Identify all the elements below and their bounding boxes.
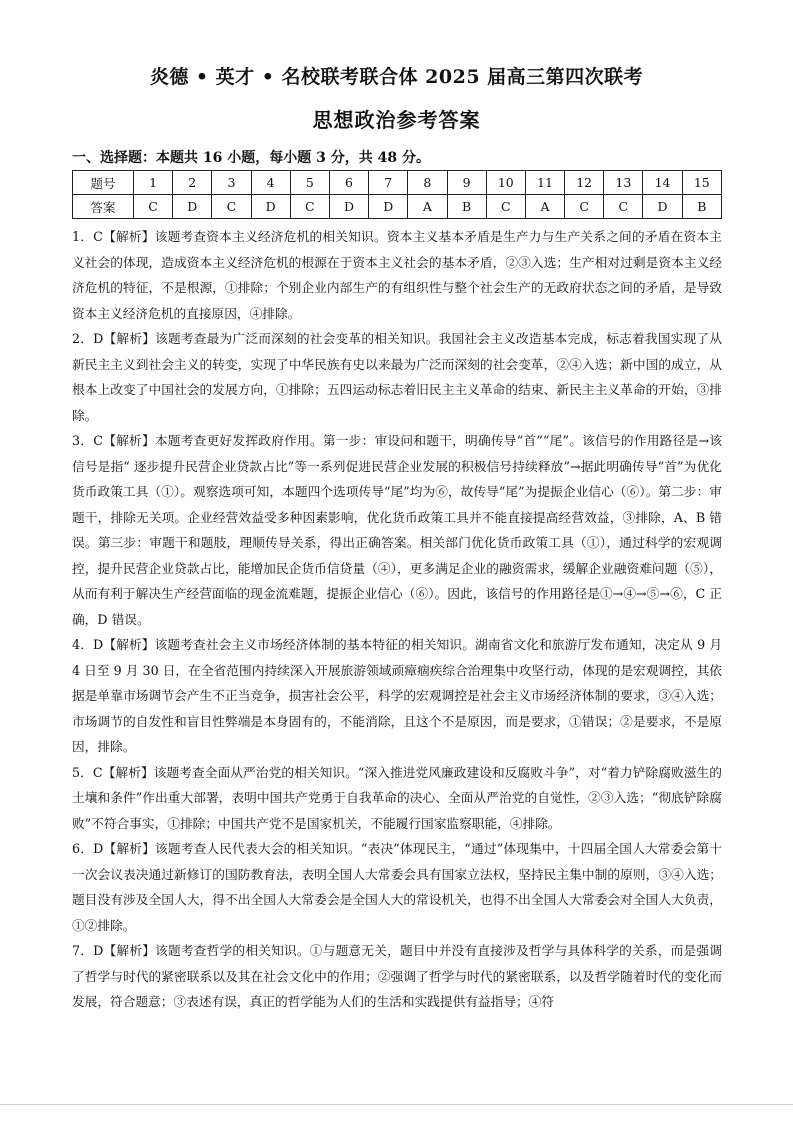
row-label-question: 题号: [73, 171, 134, 195]
question-number: 15: [682, 171, 721, 195]
page-subtitle: 思想政治参考答案: [312, 108, 481, 132]
question-number: 1: [134, 171, 173, 195]
question-number: 13: [604, 171, 643, 195]
explanation-number: 3．C: [72, 433, 103, 448]
explanation-text: 【解析】该题考查全面从严治党的相关知识。“深入推进党风廉政建设和反腐败斗争”，对“着力铲除腐败滋生的土壤和条件”作出重大部署，表明中国共产党勇于自我革命的决心、全面从严治党的自觉性，②③入选；“彻底铲除腐败”不符合事实，①排除；中国共产党不是国家机关，不能履行国家监察职能，④排除。: [72, 764, 722, 831]
question-number: 11: [525, 171, 564, 195]
explanation-item: [72, 224, 722, 326]
question-number: 2: [173, 171, 212, 195]
explanation-item: [72, 836, 722, 938]
answer-cell: D: [173, 195, 212, 219]
question-number: 12: [565, 171, 604, 195]
answer-cell: C: [212, 195, 251, 219]
question-number: 9: [447, 171, 486, 195]
answer-cell: C: [486, 195, 525, 219]
question-number: 14: [643, 171, 682, 195]
explanations: [72, 224, 722, 1015]
answer-cell: D: [643, 195, 682, 219]
explanation-text: 【解析】本题考查更好发挥政府作用。第一步：审设问和题干，明确传导“首”“尾”。该信号的作用路径是→该信号是指“ 逐步提升民营企业贷款占比”等一系列促进民营企业发展的积极信号持续释放”→据此明确传导“首”为优化货币政策工具（①）。观察选项可知，本题四个选项传导“尾”均为⑥，故传导“尾”为提振企业信心（⑥）。第二步：审题干，排除无关项。企业经营效益受多种因素影响，优化货币政策工具并不能直接提高经营效益，③排除，A、B 错误。第三步：审题干和题肢，理顺传导关系，得出正确答案。相关部门优化货币政策工具（①），通过科学的宏观调控，提升民营企业贷款占比，能增加民企货币信贷量（④），更多满足企业的融资需求，缓解企业融资难问题（⑤），从而有利于解决生产经营面临的现金流难题，提振企业信心（⑥）。因此，该信号的作用路径是①→④→⑤→⑥，C 正确，D 错误。: [72, 433, 723, 627]
answer-cell: C: [565, 195, 604, 219]
explanation-number: 2．D: [72, 331, 104, 346]
explanation-text: 【解析】该题考查资本主义经济危机的相关知识。资本主义基本矛盾是生产力与生产关系之间的矛盾在资本主义社会的体现，造成资本主义经济危机的根源在于资本主义社会的基本矛盾，②③入选；生产相对过剩是资本主义经济危机的特征，不是根源，①排除；个别企业内部生产的有组织性与整个社会生产的无政府状态之间的矛盾，是导致资本主义经济危机的直接原因，④排除。: [72, 229, 722, 321]
explanation-text: 【解析】该题考查最为广泛而深刻的社会变革的相关知识。我国社会主义改造基本完成，标志着我国实现了从新民主主义到社会主义的转变，实现了中华民族有史以来最为广泛而深刻的社会变革，②④入选；新中国的成立，从根本上改变了中国社会的发展方向，①排除；五四运动标志着旧民主主义革命的结束、新民主主义革命的开始，③排除。: [72, 331, 723, 423]
answer-cell: A: [408, 195, 447, 219]
explanation-number: 5．C: [72, 764, 103, 780]
explanation-item: [72, 938, 722, 1015]
explanation-number: 7．D: [72, 943, 104, 958]
explanation-number: 1．C: [72, 229, 103, 244]
explanation-text: 【解析】该题考查人民代表大会的相关知识。“表决”体现民主，“通过”体现集中，十四届全国人大常委会第十一次会议表决通过新修订的国防教育法，表明全国人大常委会具有国家立法权，坚持民主集中制的原则，③④入选；题目没有涉及全国人大，得不出全国人大常委会是全国人大的常设机关，也得不出全国人大常委会对全国人大负责，①②排除。: [72, 841, 722, 933]
question-number: 3: [212, 171, 251, 195]
explanation-item: [72, 326, 722, 428]
explanation-text: 【解析】该题考查哲学的相关知识。①与题意无关，题目中并没有直接涉及哲学与具体科学的关系，而是强调了哲学与时代的紧密联系以及其在社会文化中的作用；②强调了哲学与时代的紧密联系，以及哲学随着时代的变化而发展，符合题意；③表述有误，真正的哲学能为人们的生活和实践提供有益指导；④符: [72, 943, 723, 1009]
question-number: 10: [486, 171, 525, 195]
answer-cell: D: [251, 195, 290, 219]
answer-cell: C: [134, 195, 173, 219]
question-number: 7: [369, 171, 408, 195]
answer-cell: D: [369, 195, 408, 219]
answer-table-number-row: [73, 171, 722, 195]
answer-table: [72, 170, 722, 219]
footer-divider: [0, 1104, 793, 1105]
explanation-item: [72, 760, 722, 837]
answer-cell: C: [290, 195, 329, 219]
page-title: 炎德 • 英才 • 名校联考联合体 2025 届高三第四次联考: [149, 66, 644, 88]
explanation-number: 6．D: [72, 841, 104, 856]
explanation-text: 【解析】该题考查社会主义市场经济体制的基本特征的相关知识。湖南省文化和旅游厅发布通知，决定从 9 月 4 日至 9 月 30 日，在全省范围内持续深入开展旅游领域顽瘴痼疾综合治理集中攻坚行动，体现的是宏观调控，其依据是单靠市场调节会产生不正当竞争，损害社会公平，科学的宏观调控是社会主义市场经济体制的要求，③④入选；市场调节的自发性和盲目性弊端是本身固有的，不能消除，且这个不是原因，而是要求，①错误；②是要求，不是原因，排除。: [72, 637, 723, 754]
question-number: 6: [329, 171, 368, 195]
row-label-answer: 答案: [73, 195, 134, 219]
explanation-number: 4．D: [72, 637, 104, 652]
question-number: 5: [290, 171, 329, 195]
answer-cell: C: [604, 195, 643, 219]
answer-cell: D: [329, 195, 368, 219]
answer-table-answer-row: [73, 195, 722, 219]
question-number: 8: [408, 171, 447, 195]
question-number: 4: [251, 171, 290, 195]
explanation-item: [72, 428, 722, 632]
explanation-item: [72, 632, 722, 760]
answer-cell: A: [525, 195, 564, 219]
answer-cell: B: [447, 195, 486, 219]
answer-cell: B: [682, 195, 721, 219]
section-heading: 一、选择题：本题共 16 小题，每小题 3 分，共 48 分。: [72, 150, 430, 166]
